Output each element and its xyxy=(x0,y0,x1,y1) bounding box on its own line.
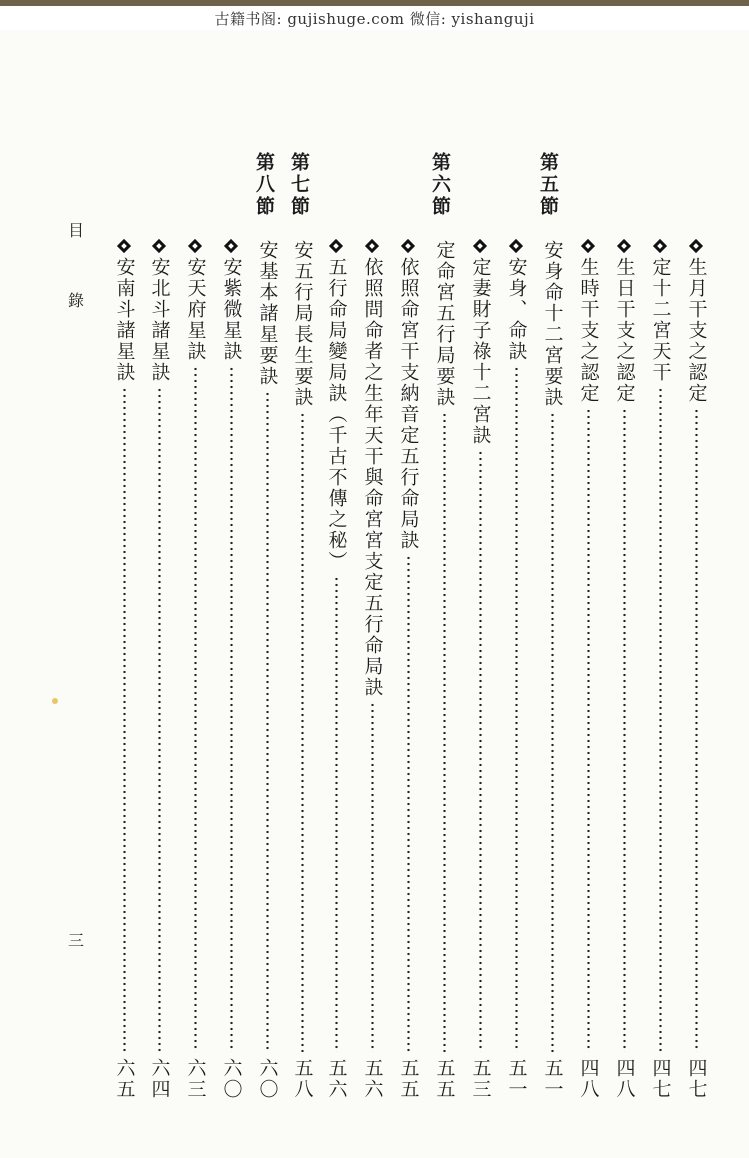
dot-leader xyxy=(443,412,446,1052)
toc-entry-title: 安身命十二宮要訣 xyxy=(541,240,564,408)
diamond-bullet-icon xyxy=(330,240,342,252)
toc-entry[interactable] xyxy=(503,240,529,1100)
toc-entry-title: 定命宮五行局要訣 xyxy=(433,240,456,408)
toc-entry[interactable] xyxy=(467,240,493,1100)
toc-entry-title: 生時干支之認定 xyxy=(577,257,600,404)
diamond-bullet-icon xyxy=(189,240,201,252)
toc-entry[interactable] xyxy=(182,240,208,1100)
toc-entry-page: 六五 xyxy=(113,1058,136,1100)
toc-entry[interactable] xyxy=(146,240,172,1100)
dot-leader xyxy=(266,391,269,1052)
toc-entry-page: 四七 xyxy=(649,1058,672,1100)
paper-speck xyxy=(52,698,58,704)
toc-entry[interactable] xyxy=(539,240,565,1100)
toc-entry-title: 安紫微星訣 xyxy=(220,257,243,362)
toc-entry-title: 安天府星訣 xyxy=(184,257,207,362)
header-title-lu: 錄 xyxy=(68,291,85,310)
dot-leader xyxy=(623,408,626,1052)
toc-entry-page: 五五 xyxy=(433,1058,456,1100)
header-title-mu: 目 xyxy=(68,221,85,240)
diamond-bullet-icon xyxy=(654,240,666,252)
dot-leader xyxy=(515,366,518,1052)
toc-entry[interactable] xyxy=(683,240,709,1100)
toc-entry-title: 生月干支之認定 xyxy=(685,257,708,404)
section-label-8: 第八節 xyxy=(253,152,275,218)
section-label-7: 第七節 xyxy=(288,152,310,218)
dot-leader xyxy=(194,366,197,1052)
dot-leader xyxy=(479,450,482,1052)
dot-leader xyxy=(123,387,126,1052)
diamond-bullet-icon xyxy=(510,240,522,252)
section-label-5: 第五節 xyxy=(537,152,559,218)
toc-entry-title: 安身、命訣 xyxy=(505,257,528,362)
toc-entry-title: 安南斗諸星訣 xyxy=(113,257,136,383)
dot-leader xyxy=(407,555,410,1052)
toc-entry-title: 定妻財子祿十二宮訣 xyxy=(469,257,492,446)
toc-entry-title: 安北斗諸星訣 xyxy=(148,257,171,383)
toc-entry-page: 六〇 xyxy=(220,1058,243,1100)
dot-leader xyxy=(551,412,554,1052)
toc-entry-title: 依照問命者之生年天干與命宮宮支定五行命局訣 xyxy=(361,257,384,698)
toc-entry-page: 六〇 xyxy=(256,1058,279,1100)
toc-entry[interactable] xyxy=(395,240,421,1100)
dot-leader xyxy=(335,576,338,1052)
diamond-bullet-icon xyxy=(618,240,630,252)
toc-entry-page: 五五 xyxy=(397,1058,420,1100)
toc-entry-title: 安五行局長生要訣 xyxy=(291,240,314,408)
section-label-6: 第六節 xyxy=(429,152,451,218)
diamond-bullet-icon xyxy=(582,240,594,252)
dot-leader xyxy=(158,387,161,1052)
dot-leader xyxy=(301,412,304,1052)
toc-entry-page: 四七 xyxy=(685,1058,708,1100)
diamond-bullet-icon xyxy=(366,240,378,252)
dot-leader xyxy=(695,408,698,1052)
diamond-bullet-icon xyxy=(225,240,237,252)
watermark: 古籍书阁: gujishuge.com 微信: yishanguji xyxy=(214,10,535,28)
diamond-bullet-icon xyxy=(690,240,702,252)
toc-entry-page: 六四 xyxy=(148,1058,171,1100)
dot-leader xyxy=(230,366,233,1052)
toc-entry[interactable] xyxy=(611,240,637,1100)
toc-entry-page: 五一 xyxy=(541,1058,564,1100)
toc-entry-page: 五三 xyxy=(469,1058,492,1100)
toc-entry-title: 生日干支之認定 xyxy=(613,257,636,404)
toc-entry[interactable] xyxy=(289,240,315,1100)
diamond-bullet-icon xyxy=(474,240,486,252)
diamond-bullet-icon xyxy=(118,240,130,252)
toc-entry-title: 依照命宮干支納音定五行命局訣 xyxy=(397,257,420,551)
toc-entry-page: 五六 xyxy=(325,1058,348,1100)
toc-entry[interactable] xyxy=(359,240,385,1100)
diamond-bullet-icon xyxy=(402,240,414,252)
toc-entry[interactable] xyxy=(575,240,601,1100)
toc-entry-page: 四八 xyxy=(577,1058,600,1100)
toc-entry-page: 五一 xyxy=(505,1058,528,1100)
toc-entry[interactable] xyxy=(218,240,244,1100)
page-number: 三 xyxy=(68,931,85,950)
toc-entry[interactable] xyxy=(647,240,673,1100)
toc-entry-page: 五六 xyxy=(361,1058,384,1100)
dot-leader xyxy=(659,387,662,1052)
toc-entry[interactable] xyxy=(254,240,280,1100)
toc-entry-title: 安基本諸星要訣 xyxy=(256,240,279,387)
top-border xyxy=(0,0,749,6)
dot-leader xyxy=(587,408,590,1052)
toc-entry-title: 五行命局變局訣（千古不傳之秘） xyxy=(325,257,348,572)
toc-entry[interactable] xyxy=(323,240,349,1100)
toc-entry[interactable] xyxy=(111,240,137,1100)
toc-entry-page: 四八 xyxy=(613,1058,636,1100)
toc-entry[interactable] xyxy=(431,240,457,1100)
diamond-bullet-icon xyxy=(153,240,165,252)
toc-entry-title: 定十二宮天干 xyxy=(649,257,672,383)
toc-entry-page: 五八 xyxy=(291,1058,314,1100)
dot-leader xyxy=(371,702,374,1052)
toc-entry-page: 六三 xyxy=(184,1058,207,1100)
